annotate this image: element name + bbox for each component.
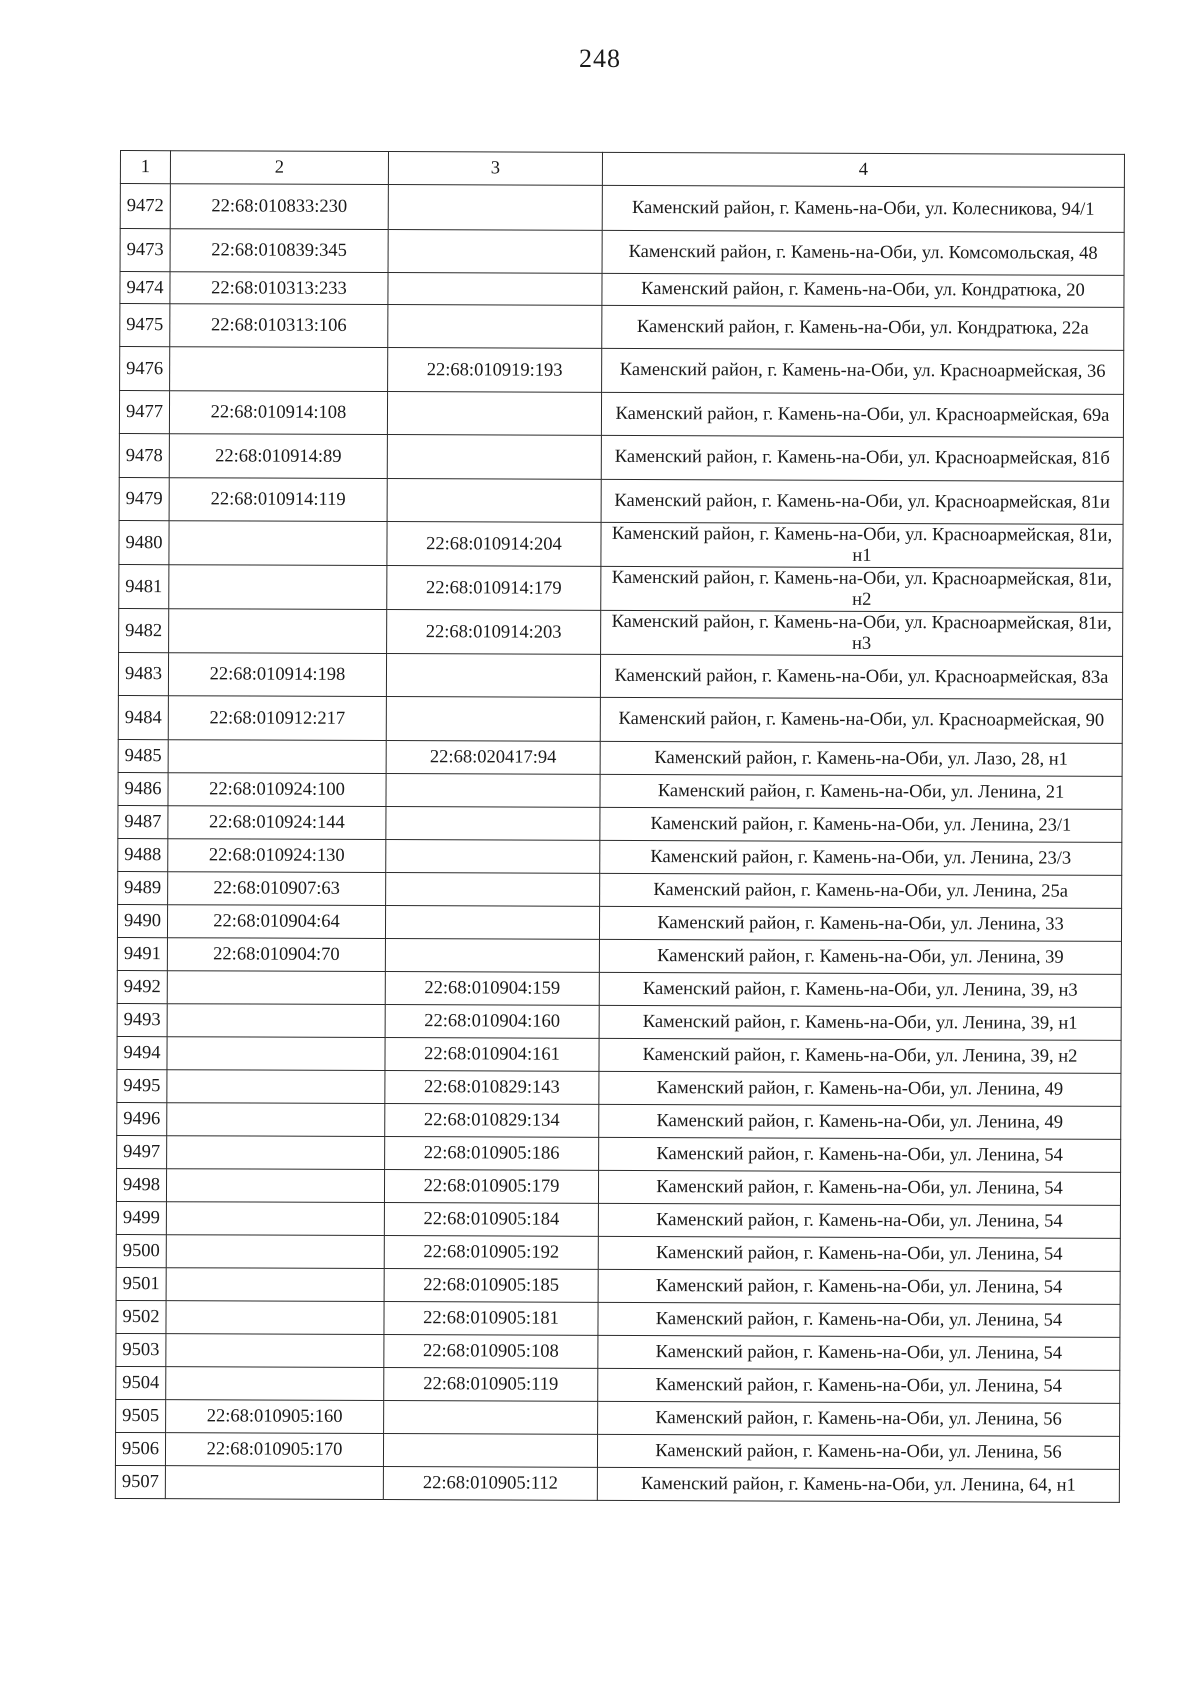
- table-row: [116, 1300, 1120, 1337]
- table-row: [116, 1168, 1120, 1205]
- table-row: [119, 564, 1123, 612]
- table-row: [115, 1432, 1119, 1469]
- cell-row-number: 9483: [118, 652, 168, 695]
- table-row: [119, 520, 1123, 568]
- cell-column-2: [167, 1103, 385, 1137]
- cell-column-3: [385, 906, 599, 940]
- cell-row-number: 9484: [118, 695, 168, 739]
- cell-column-3: 22:68:010919:193: [388, 348, 602, 393]
- table-row: [117, 904, 1121, 941]
- table-row: [118, 652, 1122, 699]
- cell-address: Каменский район, г. Камень-на-Оби, ул. Красноармейская, 81б: [601, 435, 1123, 481]
- cell-column-2: 22:68:010833:230: [170, 184, 388, 230]
- cell-column-2: [169, 609, 387, 654]
- cell-address: Каменский район, г. Камень-на-Оби, ул. Ленина, 54: [598, 1302, 1120, 1337]
- cell-column-2: 22:68:010924:100: [168, 773, 386, 807]
- cell-column-3: 22:68:010905:179: [384, 1170, 598, 1204]
- cell-column-3: [388, 305, 602, 349]
- column-header-4: 4: [602, 152, 1124, 187]
- table-row: [116, 1399, 1120, 1436]
- cell-row-number: 9486: [118, 772, 168, 805]
- cell-row-number: 9476: [120, 347, 170, 391]
- cell-address: Каменский район, г. Камень-на-Оби, ул. Ленина, 56: [597, 1434, 1119, 1469]
- cell-column-3: 22:68:010904:161: [385, 1038, 599, 1072]
- cell-column-3: 22:68:010904:160: [385, 1005, 599, 1039]
- table-row: [117, 937, 1121, 974]
- cell-column-3: 22:68:010829:143: [385, 1071, 599, 1105]
- cell-column-3: 22:68:010914:204: [387, 522, 601, 567]
- cell-address: Каменский район, г. Камень-на-Оби, ул. Ленина, 54: [598, 1335, 1120, 1370]
- column-header-2: 2: [170, 151, 388, 185]
- cell-row-number: 9500: [116, 1234, 166, 1267]
- cell-column-3: 22:68:010829:134: [385, 1104, 599, 1138]
- cell-row-number: 9477: [119, 391, 169, 434]
- table-row: [117, 1003, 1121, 1040]
- cell-column-2: [166, 1334, 384, 1368]
- cell-address: Каменский район, г. Камень-на-Оби, ул. Красноармейская, 36: [602, 348, 1124, 394]
- cell-address: Каменский район, г. Камень-на-Оби, ул. Красноармейская, 90: [600, 697, 1122, 743]
- table-row: [118, 739, 1122, 776]
- cell-column-2: [166, 1169, 384, 1203]
- cell-column-3: [388, 230, 602, 274]
- cell-column-2: 22:68:010313:233: [170, 272, 388, 305]
- cell-column-2: [166, 1235, 384, 1269]
- cell-column-3: [386, 807, 600, 841]
- cell-column-2: [169, 521, 387, 566]
- cell-row-number: 9494: [117, 1036, 167, 1069]
- cell-column-2: [166, 1367, 384, 1401]
- cell-address: Каменский район, г. Камень-на-Оби, ул. Красноармейская, 83а: [600, 654, 1122, 699]
- cell-column-2: 22:68:010912:217: [168, 696, 386, 741]
- cell-column-2: 22:68:010907:63: [168, 872, 386, 906]
- column-header-3: 3: [388, 152, 602, 186]
- cell-address: Каменский район, г. Камень-на-Оби, ул. Ленина, 39, н1: [599, 1005, 1121, 1040]
- cell-address: Каменский район, г. Камень-на-Оби, ул. Ленина, 39: [599, 939, 1121, 974]
- cell-column-3: 22:68:010905:184: [384, 1203, 598, 1237]
- cell-column-3: [387, 435, 601, 480]
- cell-address: Каменский район, г. Камень-на-Оби, ул. Ленина, 49: [599, 1104, 1121, 1139]
- cell-address: Каменский район, г. Камень-на-Оби, ул. Красноармейская, 69а: [601, 392, 1123, 437]
- cell-column-2: [166, 1301, 384, 1335]
- cell-address: Каменский район, г. Камень-на-Оби, ул. Ленина, 33: [599, 906, 1121, 941]
- table-row: [117, 1036, 1121, 1073]
- cell-row-number: 9502: [116, 1300, 166, 1333]
- cell-address: Каменский район, г. Камень-на-Оби, ул. Ленина, 54: [598, 1368, 1120, 1403]
- cell-column-3: [386, 654, 600, 698]
- cell-column-3: 22:68:010914:203: [387, 610, 601, 655]
- table-row: [118, 805, 1122, 842]
- cell-column-2: 22:68:010839:345: [170, 229, 388, 273]
- cell-column-2: 22:68:010924:144: [168, 806, 386, 840]
- cell-column-2: 22:68:010905:170: [165, 1433, 383, 1467]
- cell-address: Каменский район, г. Камень-на-Оби, ул. Ленина, 23/1: [600, 807, 1122, 842]
- cell-column-3: 22:68:010905:181: [384, 1302, 598, 1336]
- cell-column-2: [170, 347, 388, 392]
- cell-column-2: [167, 1136, 385, 1170]
- table-row: [116, 1234, 1120, 1271]
- table-row: [116, 1267, 1120, 1304]
- cell-column-3: [387, 392, 601, 436]
- cell-address: Каменский район, г. Камень-на-Оби, ул. Лазо, 28, н1: [600, 741, 1122, 776]
- cell-row-number: 9499: [116, 1201, 166, 1234]
- cell-address: Каменский район, г. Камень-на-Оби, ул. Красноармейская, 81и: [601, 479, 1123, 524]
- cell-column-2: 22:68:010904:70: [167, 938, 385, 972]
- cell-address: Каменский район, г. Камень-на-Оби, ул. Кондратюка, 22а: [602, 305, 1124, 350]
- cell-column-3: [388, 273, 602, 306]
- cell-column-2: [167, 971, 385, 1005]
- cell-column-2: [166, 1268, 384, 1302]
- cell-row-number: 9479: [119, 477, 169, 520]
- cell-row-number: 9492: [117, 970, 167, 1003]
- table-row: [119, 433, 1123, 481]
- cell-column-3: [386, 873, 600, 907]
- table-row: [117, 970, 1121, 1007]
- cell-address: Каменский район, г. Камень-на-Оби, ул. Ленина, 39, н3: [599, 972, 1121, 1007]
- table-header-row: [120, 151, 1124, 188]
- cell-row-number: 9501: [116, 1267, 166, 1300]
- cell-column-3: 22:68:020417:94: [386, 741, 600, 775]
- cell-address: Каменский район, г. Камень-на-Оби, ул. Ленина, 23/3: [600, 840, 1122, 875]
- cell-address: Каменский район, г. Камень-на-Оби, ул. Кондратюка, 20: [602, 273, 1124, 307]
- cell-address: Каменский район, г. Камень-на-Оби, ул. Ленина, 56: [598, 1401, 1120, 1436]
- table-row: [118, 871, 1122, 908]
- cell-column-3: 22:68:010905:108: [384, 1335, 598, 1369]
- cell-row-number: 9503: [116, 1333, 166, 1366]
- cell-address: Каменский район, г. Камень-на-Оби, ул. Ленина, 54: [598, 1269, 1120, 1304]
- cell-column-3: [386, 697, 600, 742]
- cell-row-number: 9478: [119, 433, 169, 477]
- cell-row-number: 9485: [118, 739, 168, 772]
- cell-column-3: [386, 840, 600, 874]
- cell-column-2: 22:68:010914:89: [169, 434, 387, 479]
- cell-address: Каменский район, г. Камень-на-Оби, ул. Красноармейская, 81и, н3: [601, 610, 1123, 656]
- cell-address: Каменский район, г. Камень-на-Оби, ул. Красноармейская, 81и, н1: [601, 522, 1123, 568]
- cell-address: Каменский район, г. Камень-на-Оби, ул. Ленина, 21: [600, 774, 1122, 809]
- table-row: [116, 1366, 1120, 1403]
- cell-address: Каменский район, г. Камень-на-Оби, ул. Ленина, 64, н1: [597, 1467, 1119, 1502]
- cell-column-3: 22:68:010905:192: [384, 1236, 598, 1270]
- table-row: [120, 272, 1124, 308]
- table-row: [115, 1465, 1119, 1502]
- cell-address: Каменский район, г. Камень-на-Оби, ул. Красноармейская, 81и, н2: [601, 566, 1123, 612]
- table-row: [118, 838, 1122, 875]
- cell-address: Каменский район, г. Камень-на-Оби, ул. Ленина, 39, н2: [599, 1038, 1121, 1073]
- cell-address: Каменский район, г. Камень-на-Оби, ул. Колесникова, 94/1: [602, 185, 1124, 232]
- cell-address: Каменский район, г. Камень-на-Оби, ул. Ленина, 54: [598, 1170, 1120, 1205]
- page-number: 248: [579, 44, 621, 73]
- table-row: [116, 1201, 1120, 1238]
- table-row: [120, 304, 1124, 351]
- cell-row-number: 9496: [117, 1102, 167, 1135]
- cell-column-2: 22:68:010313:106: [170, 304, 388, 348]
- cell-column-2: [165, 1466, 383, 1500]
- table-row: [118, 772, 1122, 809]
- cell-column-2: 22:68:010905:160: [166, 1400, 384, 1434]
- column-header-1: 1: [120, 151, 170, 184]
- cell-column-2: [167, 1037, 385, 1071]
- cell-column-2: [166, 1202, 384, 1236]
- cell-row-number: 9498: [116, 1168, 166, 1201]
- cell-column-3: 22:68:010905:112: [383, 1467, 597, 1501]
- cell-row-number: 9495: [117, 1069, 167, 1102]
- cell-row-number: 9493: [117, 1003, 167, 1036]
- cell-column-3: [387, 479, 601, 523]
- cell-row-number: 9506: [115, 1432, 165, 1465]
- cell-row-number: 9488: [118, 838, 168, 871]
- cell-column-3: 22:68:010905:186: [385, 1137, 599, 1171]
- cell-row-number: 9481: [119, 564, 169, 608]
- cell-column-2: 22:68:010914:119: [169, 478, 387, 522]
- cell-column-2: [167, 1004, 385, 1038]
- cell-column-3: 22:68:010905:185: [384, 1269, 598, 1303]
- cell-row-number: 9475: [120, 304, 170, 347]
- table-row: [119, 477, 1123, 524]
- cell-column-2: 22:68:010914:108: [169, 391, 387, 435]
- cell-row-number: 9490: [117, 904, 167, 937]
- cell-column-2: [169, 565, 387, 610]
- cell-address: Каменский район, г. Камень-на-Оби, ул. Ленина, 49: [599, 1071, 1121, 1106]
- cell-column-3: 22:68:010914:179: [387, 566, 601, 611]
- cell-column-2: 22:68:010924:130: [168, 839, 386, 873]
- cell-column-3: [384, 1401, 598, 1435]
- table-row: [117, 1069, 1121, 1106]
- cell-column-3: 22:68:010905:119: [384, 1368, 598, 1402]
- table-row: [117, 1102, 1121, 1139]
- cell-column-2: 22:68:010914:198: [168, 653, 386, 697]
- table-row: [120, 184, 1124, 233]
- cell-column-2: [168, 740, 386, 774]
- cell-row-number: 9482: [119, 608, 169, 652]
- cell-address: Каменский район, г. Камень-на-Оби, ул. Ленина, 54: [598, 1236, 1120, 1271]
- cell-column-3: [388, 185, 602, 231]
- cell-address: Каменский район, г. Камень-на-Оби, ул. Ленина, 54: [598, 1203, 1120, 1238]
- cell-address: Каменский район, г. Камень-на-Оби, ул. Комсомольская, 48: [602, 230, 1124, 275]
- cell-column-3: [386, 774, 600, 808]
- cell-address: Каменский район, г. Камень-на-Оби, ул. Ленина, 54: [599, 1137, 1121, 1172]
- cell-address: Каменский район, г. Камень-на-Оби, ул. Ленина, 25а: [600, 873, 1122, 908]
- cell-column-2: [167, 1070, 385, 1104]
- cell-row-number: 9505: [116, 1399, 166, 1432]
- table-row: [118, 695, 1122, 743]
- cell-row-number: 9474: [120, 272, 170, 304]
- cell-row-number: 9472: [120, 184, 170, 229]
- cell-row-number: 9489: [118, 871, 168, 904]
- table-row: [119, 608, 1123, 656]
- table-row: [117, 1135, 1121, 1172]
- cell-row-number: 9487: [118, 805, 168, 838]
- cell-row-number: 9473: [120, 229, 170, 272]
- cell-column-2: 22:68:010904:64: [167, 905, 385, 939]
- table-row: [119, 391, 1123, 438]
- cell-row-number: 9497: [117, 1135, 167, 1168]
- cell-row-number: 9480: [119, 520, 169, 564]
- cell-row-number: 9504: [116, 1366, 166, 1399]
- table-row: [120, 347, 1124, 395]
- cell-column-3: [385, 939, 599, 973]
- cell-row-number: 9491: [117, 937, 167, 970]
- cell-row-number: 9507: [115, 1465, 165, 1498]
- table-row: [116, 1333, 1120, 1370]
- cell-column-3: 22:68:010904:159: [385, 972, 599, 1006]
- cell-column-3: [383, 1434, 597, 1468]
- table-row: [120, 229, 1124, 276]
- registry-table: [115, 150, 1125, 1503]
